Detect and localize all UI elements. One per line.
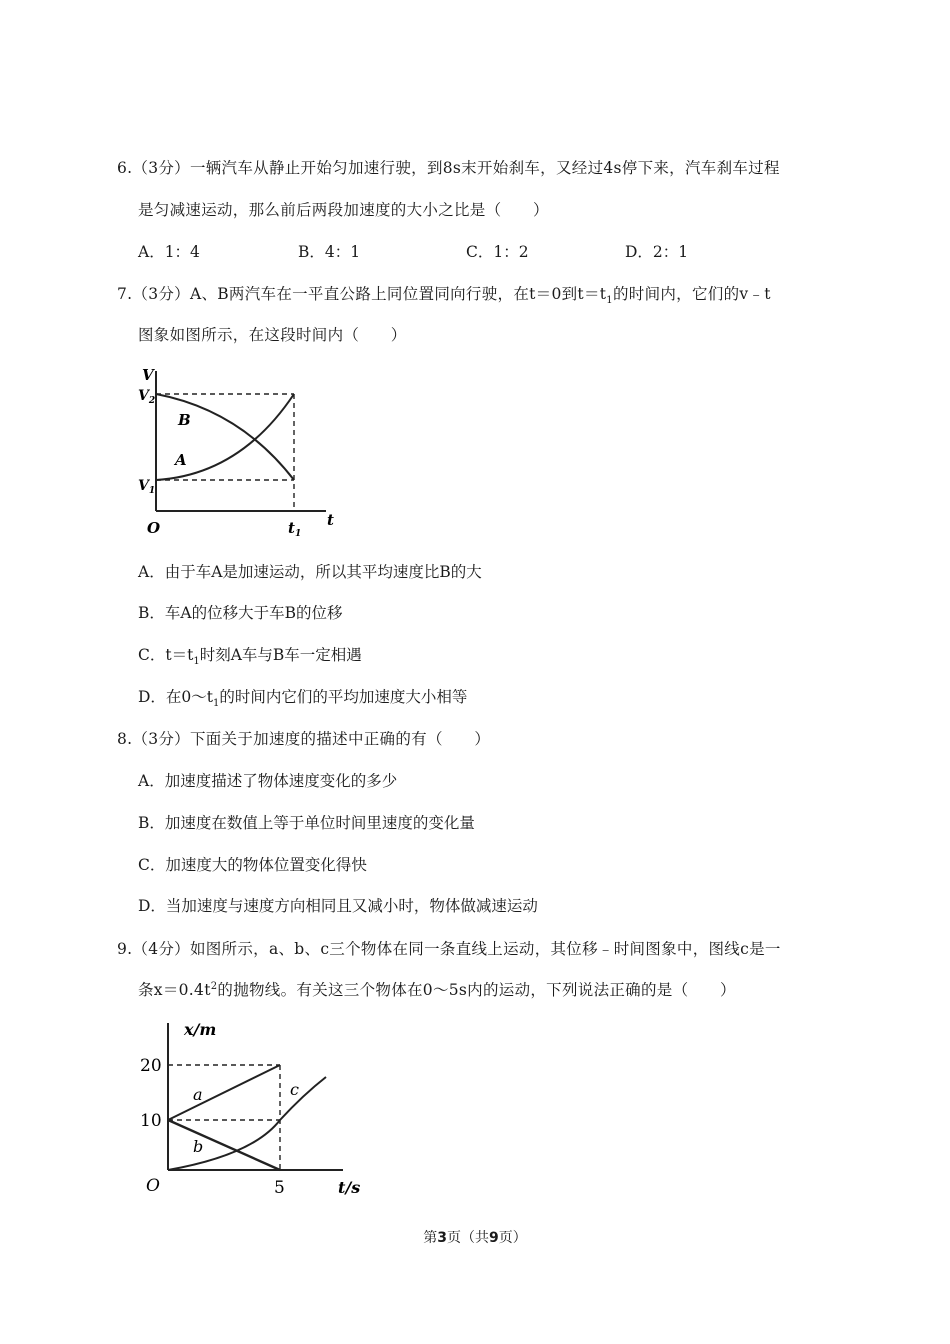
q8-option-a: A．加速度描述了物体速度变化的多少: [138, 772, 398, 790]
q7-origin-label: O: [147, 519, 161, 537]
q7-curve-a-label: A: [175, 451, 187, 469]
q6-stem-line1: 6.（3分）一辆汽车从静止开始匀加速行驶，到8s末开始刹车，又经过4s停下来，汽车刹车过程: [117, 159, 780, 177]
q8-stem: 8.（3分）下面关于加速度的描述中正确的有（ ）: [117, 730, 491, 748]
q6-option-c: C．1：2: [466, 243, 529, 261]
q8-option-b: B．加速度在数值上等于单位时间里速度的变化量: [138, 814, 475, 832]
footer-mid: 页（共: [447, 1230, 489, 1246]
q6-option-b: B．4：1: [298, 243, 361, 261]
q7-stem-text-b: 的时间内，它们的v﹣t: [612, 285, 771, 303]
q7-v1-label: [138, 478, 155, 496]
q9-line-a: [168, 1065, 280, 1120]
q7-curve-b-label: B: [178, 411, 191, 429]
q7-option-c-b: 时刻A车与B车一定相遇: [199, 646, 362, 664]
q7-stem-line1: [117, 282, 771, 306]
q7-t1-sub: 1: [294, 529, 302, 539]
footer-pre: 第: [423, 1230, 438, 1246]
q7-option-d-sub: 1: [213, 698, 220, 710]
q9-stem-text-a: 条x＝0.4t: [138, 981, 211, 999]
q7-v1-sub: 1: [148, 486, 156, 496]
q9-y-axis-label: x/m: [184, 1020, 217, 1039]
q8-option-c: C．加速度大的物体位置变化得快: [138, 856, 367, 874]
footer-total-pages: 9: [489, 1230, 499, 1246]
q7-option-d-b: 的时间内它们的平均加速度大小相等: [219, 688, 468, 706]
q7-t1-label: [288, 519, 301, 539]
q7-t1-main: t: [288, 519, 295, 537]
q6-option-a: A．1：4: [138, 243, 200, 261]
footer-page-number: 3: [437, 1230, 447, 1246]
q7-v2-main: V: [138, 388, 149, 404]
q7-option-c-sub: 1: [193, 656, 200, 668]
q7-v2-sub: 2: [148, 396, 156, 406]
q9-stem-line2: [138, 978, 736, 1000]
q9-x5-label: 5: [274, 1178, 285, 1198]
q9-stem-line1: 9.（4分）如图所示，a、b、c三个物体在同一条直线上运动，其位移﹣时间图象中，图线c是一: [117, 940, 781, 958]
q7-option-d: [138, 685, 467, 709]
q9-xt-graph: [138, 1015, 373, 1200]
q7-option-c: [138, 643, 362, 667]
q9-stem-text-b: 的抛物线。有关这三个物体在0～5s内的运动，下列说法正确的是（ ）: [217, 981, 736, 999]
q7-stem-line2: 图象如图所示，在这段时间内（ ）: [138, 326, 407, 344]
q7-stem-text-a: 7.（3分）A、B两汽车在一平直公路上同位置同向行驶，在t＝0到t＝t: [117, 285, 607, 303]
q7-option-d-a: D．在0～t: [138, 688, 214, 706]
q7-option-c-a: C．t＝t: [138, 646, 194, 664]
q8-option-d: D．当加速度与速度方向相同且又减小时，物体做减速运动: [138, 897, 538, 915]
page-footer: [0, 1227, 950, 1247]
q7-v2-label: [138, 388, 155, 406]
q9-line-b: [168, 1120, 280, 1170]
q9-label-c: c: [290, 1080, 299, 1099]
q9-y10-label: 10: [140, 1111, 162, 1131]
q9-x-axis-label: t/s: [338, 1178, 361, 1197]
q7-vt-graph: [130, 365, 345, 545]
q7-option-b: B．车A的位移大于车B的位移: [138, 604, 343, 622]
q7-y-axis-label: V: [142, 366, 154, 384]
q9-label-a: a: [193, 1085, 203, 1104]
q6-stem-line2: 是匀减速运动，那么前后两段加速度的大小之比是（ ）: [138, 201, 549, 219]
q6-option-d: D．2：1: [625, 243, 689, 261]
q7-x-axis-label: t: [327, 511, 334, 529]
q7-stem-sub: 1: [606, 295, 613, 307]
footer-post: 页）: [498, 1230, 527, 1246]
q9-y20-label: 20: [140, 1056, 162, 1076]
q9-origin-label: O: [146, 1176, 160, 1196]
q9-stem-sup: 2: [210, 980, 218, 992]
q7-v1-main: V: [138, 478, 149, 494]
q7-option-a: A．由于车A是加速运动，所以其平均速度比B的大: [138, 563, 482, 581]
q9-label-b: b: [193, 1137, 204, 1156]
